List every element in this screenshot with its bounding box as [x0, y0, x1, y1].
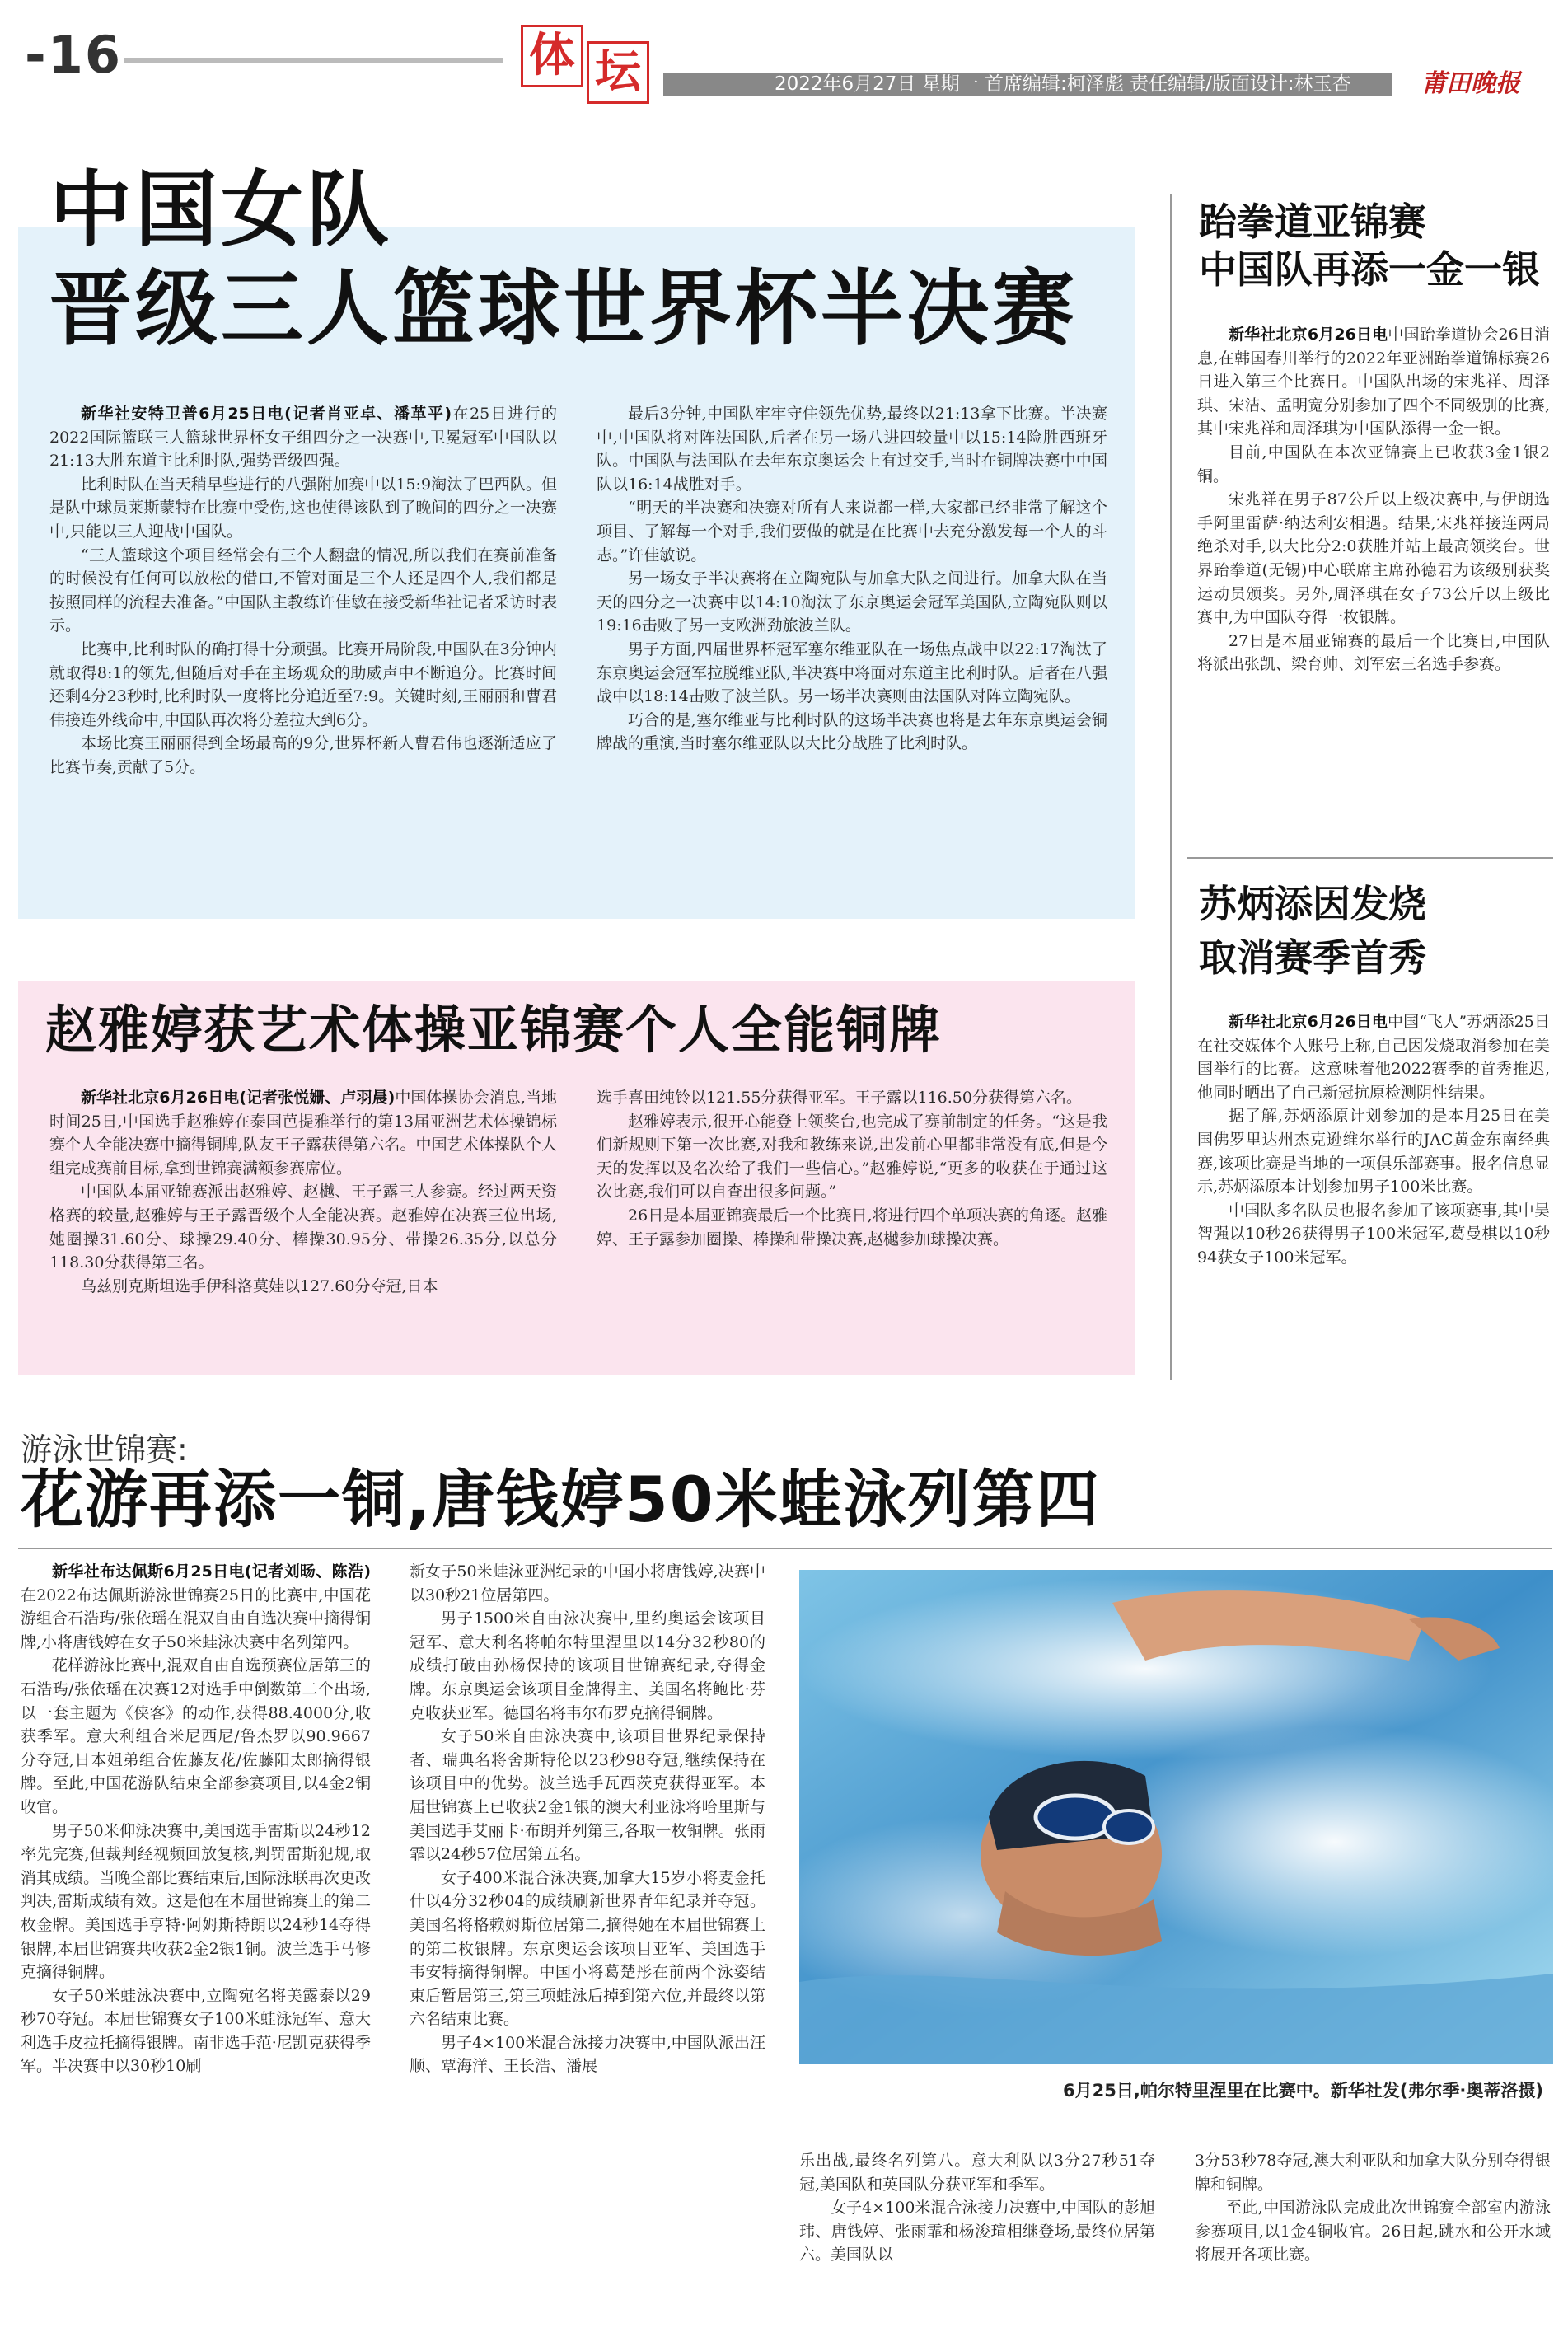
swimming-column-1: [21, 1560, 371, 2078]
paragraph-text: 在25日进行的2022国际篮联三人篮球世界杯女子组四分之一决赛中,卫冕冠军中国队以21:13大胜东道主比利时队,强势晋级四强。: [49, 405, 557, 471]
su-bingtian-body: [1197, 1010, 1550, 1270]
paragraph: [21, 1560, 371, 1654]
paragraph: [1197, 441, 1550, 488]
paragraph: [21, 1654, 371, 1819]
paragraph: [597, 709, 1107, 756]
paragraph-text: 女子4×100米混合泳接力决赛中,中国队的彭旭玮、唐钱婷、张雨霏和杨浚瑄相继登场,最终位居第六。美国队以: [799, 2199, 1155, 2265]
su-bingtian-headline-1: 苏炳添因发烧: [1199, 882, 1426, 926]
dateline: 新华社北京6月26日电(记者张悦姗、卢羽晨): [81, 1089, 396, 1107]
paragraph-text: 中国跆拳道协会26日消息,在韩国春川举行的2022年亚洲跆拳道锦标赛26日进入第三个比赛日。中国队出场的宋兆祥、周泽琪、宋洁、孟明宽分别参加了四个不同级别的比赛,其中宋兆祥和周泽琪为中国队添得一金一银。: [1197, 326, 1550, 438]
paragraph: [49, 732, 557, 779]
paragraph: [597, 567, 1107, 638]
paragraph-text: 男子50米仰泳决赛中,美国选手雷斯以24秒12率先完赛,但裁判经视频回放复核,判罚雷斯犯规,取消其成绩。当晚全部比赛结束后,国际泳联再次更改判决,雷斯成绩有效。这是他在本届世锦赛上的第二枚金牌。美国选手亨特·阿姆斯特朗以24秒14夺得银牌,本届世锦赛共收获2金2银1铜。波兰选手马修克摘得铜牌。: [21, 1821, 371, 1982]
paragraph: [1197, 488, 1550, 630]
paragraph: [410, 1867, 765, 2031]
paragraph-text: 另一场女子半决赛将在立陶宛队与加拿大队之间进行。加拿大队在当天的四分之一决赛中以14:10淘汰了东京奥运会冠军美国队,立陶宛队则以19:16击败了另一支欧洲劲旅波兰队。: [597, 569, 1107, 635]
paragraph-text: 在2022布达佩斯游泳世锦赛25日的比赛中,中国花游组合石浩玙/张依瑶在混双自由自选决赛中摘得铜牌,小将唐钱婷在女子50米蛙泳决赛中名列第四。: [21, 1586, 371, 1651]
paragraph-text: 本场比赛王丽丽得到全场最高的9分,世界杯新人曹君伟也逐渐适应了比赛节奏,贡献了5分。: [49, 734, 557, 776]
paragraph-text: 中国“飞人”苏炳添25日在社交媒体个人账号上称,自己因发烧取消参加在美国举行的比赛。这意味着他2022赛季的首秀推迟,他同时晒出了自己新冠抗原检测阴性结果。: [1197, 1013, 1550, 1102]
paragraph-text: 中国体操协会消息,当地时间25日,中国选手赵雅婷在泰国芭提雅举行的第13届亚洲艺术体操锦标赛个人全能决赛中摘得铜牌,队友王子露获得第六名。中国艺术体操队个人组完成赛前目标,拿到世锦赛满额参赛席位。: [49, 1089, 558, 1178]
paragraph: [1197, 323, 1550, 441]
photo-caption: 6月25日,帕尔特里涅里在比赛中。新华社发(弗尔季·奥蒂洛摄): [1063, 2081, 1543, 2101]
paper-logo: 莆田晚报: [1392, 69, 1549, 99]
dateline: 新华社北京6月26日电: [1229, 1013, 1388, 1031]
paragraph: [1197, 1010, 1550, 1104]
paragraph: [597, 496, 1107, 567]
su-bingtian-headline-2: 取消赛季首秀: [1199, 935, 1426, 980]
paragraph-text: 中国队多名队员也报名参加了该项赛事,其中吴智强以10秒26获得男子100米冠军,葛曼棋以10秒94获女子100米冠军。: [1197, 1201, 1550, 1267]
swimming-column-3: [799, 2149, 1155, 2267]
swimming-rule: [18, 1548, 1552, 1549]
paragraph: [1197, 630, 1550, 677]
paragraph-text: 宋兆祥在男子87公斤以上级决赛中,与伊朗选手阿里雷萨·纳达利安相遇。结果,宋兆祥接连两局绝杀对手,以大比分2:0获胜并站上最高领奖台。世界跆拳道(无锡)中心联席主席孙德君为该级别获奖运动员颁奖。另外,周泽琪在女子73公斤以上级比赛中,为中国队夺得一枚银牌。: [1197, 490, 1550, 627]
paragraph-text: 巧合的是,塞尔维亚与比利时队的这场半决赛也将是去年东京奥运会铜牌战的重演,当时塞尔维亚队以大比分战胜了比利时队。: [597, 710, 1107, 753]
paragraph-text: 女子50米蛙泳决赛中,立陶宛名将美露泰以29秒70夺冠。本届世锦赛女子100米蛙泳冠军、意大利选手皮拉托摘得银牌。南非选手范·尼凯克获得季军。半决赛中以30秒10刷: [21, 1986, 371, 2076]
gymnastics-column-1: [49, 1086, 557, 1298]
sidebar-separator: [1187, 857, 1553, 859]
paragraph-text: 3分53秒78夺冠,澳大利亚队和加拿大队分别夺得银牌和铜牌。: [1195, 2152, 1551, 2194]
paragraph-text: 乌兹别克斯坦选手伊科洛莫娃以127.60分夺冠,日本: [81, 1276, 438, 1295]
paragraph-text: 赵雅婷表示,很开心能登上领奖台,也完成了赛前制定的任务。“这是我们新规则下第一次比赛,对我和教练来说,出发前心里都非常没有底,但是今天的发挥以及名次给了我们一些信心。”赵雅婷说,“更多的收获在于通过这次比赛,我们可以自查出很多问题。”: [597, 1112, 1107, 1201]
swimming-headline: 花游再添一铜,唐钱婷50米蛙泳列第四: [21, 1463, 1101, 1536]
paragraph-text: 最后3分钟,中国队牢牢守住领先优势,最终以21:13拿下比赛。半决赛中,中国队将对阵法国队,后者在另一场八进四较量中以15:14险胜西班牙队。中国队与法国队在去年东京奥运会上有过交手,当时在铜牌决赛中中国队以16:14战胜对手。: [597, 405, 1107, 494]
paragraph: [410, 1725, 765, 1867]
paragraph-text: 女子50米自由泳决赛中,该项目世界纪录保持者、瑞典名将舍斯特伦以23秒98夺冠,继续保持在该项目中的优势。波兰选手瓦西茨克获得亚军。本届世锦赛上已收获2金1银的澳大利亚泳将哈里斯与美国选手艾丽卡·布朗并列第三,各取一枚铜牌。张雨霏以24秒57位居第五名。: [410, 1727, 765, 1864]
paragraph-text: 至此,中国游泳队完成此次世锦赛全部室内游泳参赛项目,以1金4铜收官。26日起,跳水和公开水域将展开各项比赛。: [1195, 2199, 1551, 2265]
paragraph-text: 27日是本届亚锦赛的最后一个比赛日,中国队将派出张凯、梁育帅、刘军宏三名选手参赛。: [1197, 631, 1550, 674]
paragraph-text: 选手喜田纯铃以121.55分获得亚军。王子露以116.50分获得第六名。: [597, 1089, 1082, 1107]
paragraph-text: 男子1500米自由泳决赛中,里约奥运会该项目冠军、意大利名将帕尔特里涅里以14分32秒80的成绩打破由孙杨保持的该项目世锦赛纪录,夺得金牌。东京奥运会该项目金牌得主、美国名将鲍比·芬克收获亚军。德国名将韦尔布罗克摘得铜牌。: [410, 1609, 765, 1722]
basketball-column-2: [597, 402, 1107, 756]
paragraph-text: 男子方面,四届世界杯冠军塞尔维亚队在一场焦点战中以22:17淘汰了东京奥运会冠军拉脱维亚队,半决赛中将面对东道主比利时队。后者在八强战中以18:14击败了波兰队。另一场半决赛则由法国队对阵立陶宛队。: [597, 639, 1107, 706]
paragraph: [49, 1275, 557, 1299]
paragraph: [597, 402, 1107, 496]
dateline: 新华社布达佩斯6月25日电(记者刘旸、陈浩): [52, 1562, 371, 1581]
paragraph: [799, 2196, 1155, 2267]
paragraph: [49, 544, 557, 638]
swimming-column-4: [1195, 2149, 1551, 2267]
gymnastics-headline: 赵雅婷获艺术体操亚锦赛个人全能铜牌: [45, 1000, 943, 1060]
paragraph-text: “三人篮球这个项目经常会有三个人翻盘的情况,所以我们在赛前准备的时候没有任何可以放松的借口,不管对面是三个人还是四个人,我们都是按照同样的流程去准备。”中国队主教练许佳敏在接受新华社记者采访时表示。: [49, 546, 557, 635]
page-number: -16: [25, 25, 123, 85]
paragraph-text: 比赛中,比利时队的确打得十分顽强。比赛开局阶段,中国队在3分钟内就取得8:1的领先,但随后对手在主场观众的助威声中不断追分。比赛时间还剩4分23秒时,比利时队一度将比分追近至7:9。关键时刻,王丽丽和曹君伟接连外线命中,中国队再次将分差拉大到6分。: [49, 639, 557, 729]
paragraph-text: 目前,中国队在本次亚锦赛上已收获3金1银2铜。: [1197, 443, 1550, 485]
dateline: 新华社安特卫普6月25日电(记者肖亚卓、潘革平): [81, 405, 452, 423]
paragraph: [597, 1204, 1107, 1251]
taekwondo-body: [1197, 323, 1550, 677]
paragraph-text: “明天的半决赛和决赛对所有人来说都一样,大家都已经非常了解这个项目、了解每一个对手,我们要做的就是在比赛中去充分激发每一个人的斗志。”许佳敏说。: [597, 499, 1107, 564]
paragraph: [799, 2149, 1155, 2196]
paragraph-text: 男子4×100米混合泳接力决赛中,中国队派出汪顺、覃海洋、王长浩、潘展: [410, 2033, 765, 2076]
paragraph: [49, 1086, 557, 1180]
sidebar-divider: [1170, 194, 1172, 1380]
swimming-column-2: [410, 1560, 765, 2078]
paragraph-text: 新女子50米蛙泳亚洲纪录的中国小将唐钱婷,决赛中以30秒21位居第四。: [410, 1562, 765, 1604]
paragraph: [1197, 1199, 1550, 1270]
swimmer-illustration: [799, 1570, 1553, 2064]
paragraph: [49, 402, 557, 473]
taekwondo-headline-1: 跆拳道亚锦赛: [1199, 199, 1426, 244]
paragraph: [49, 1180, 557, 1274]
section-label-ti: 体: [521, 25, 583, 87]
headline-line2: 晋级三人篮球世界杯半决赛: [49, 260, 1078, 357]
gymnastics-column-2: [597, 1086, 1107, 1251]
paragraph: [410, 1607, 765, 1725]
section-label-tan: 坛: [587, 41, 649, 104]
issue-meta: 2022年6月27日 星期一 首席编辑:柯泽彪 责任编辑/版面设计:林玉杏: [775, 73, 1351, 95]
paragraph: [410, 2031, 765, 2078]
paragraph-text: 女子400米混合泳决赛,加拿大15岁小将麦金托什以4分32秒04的成绩刷新世界青年纪录并夺冠。美国名将格赖姆斯位居第二,摘得她在本届世锦赛上的第二枚银牌。东京奥运会该项目亚军、美国选手韦安特摘得铜牌。中国小将葛楚彤在前两个泳姿结束后暂居第三,第三项蛙泳后掉到第六位,并最终以第六名结束比赛。: [410, 1868, 765, 2029]
paragraph: [597, 1110, 1107, 1204]
masthead-rule: [124, 58, 503, 63]
paragraph: [49, 473, 557, 544]
swimming-kicker: 游泳世锦赛:: [21, 1431, 188, 1468]
paragraph: [597, 1086, 1107, 1110]
paragraph: [410, 1560, 765, 1607]
paragraph-text: 乐出战,最终名列第八。意大利队以3分27秒51夺冠,美国队和英国队分获亚军和季军。: [799, 2152, 1155, 2194]
paragraph: [49, 638, 557, 732]
paragraph-text: 比利时队在当天稍早些进行的八强附加赛中以15:9淘汰了巴西队。但是队中球员莱斯蒙特在比赛中受伤,这也使得该队到了晚间的四分之一决赛中,只能以三人迎战中国队。: [49, 475, 557, 541]
taekwondo-headline-2: 中国队再添一金一银: [1199, 247, 1540, 292]
paragraph: [21, 1820, 371, 1984]
paragraph: [1197, 1104, 1550, 1198]
paragraph-text: 中国队本届亚锦赛派出赵雅婷、赵樾、王子露三人参赛。经过两天资格赛的较量,赵雅婷与王子露晋级个人全能决赛。赵雅婷在决赛三位出场,她圈操31.60分、球操29.40分、棒操30.95分、带操26.35分,以总分118.30分获得第三名。: [49, 1183, 557, 1272]
swimmer-photo: [799, 1570, 1553, 2064]
paragraph: [1195, 2149, 1551, 2196]
paragraph: [1195, 2196, 1551, 2267]
basketball-column-1: [49, 402, 557, 780]
headline-line1: 中国女队: [49, 162, 392, 258]
dateline: 新华社北京6月26日电: [1229, 326, 1388, 344]
paragraph-text: 26日是本届亚锦赛最后一个比赛日,将进行四个单项决赛的角逐。赵雅婷、王子露参加圈操、棒操和带操决赛,赵樾参加球操决赛。: [597, 1206, 1107, 1248]
paragraph: [21, 1984, 371, 2078]
paragraph-text: 花样游泳比赛中,混双自由自选预赛位居第三的石浩玙/张依瑶在决赛12对选手中倒数第二个出场,以一套主题为《侠客》的动作,获得88.4000分,收获季军。意大利组合米尼西尼/鲁杰罗以90.9667分夺冠,日本姐弟组合佐藤友花/佐藤阳太郎摘得银牌。至此,中国花游队结束全部参赛项目,以4金2铜收官。: [21, 1656, 371, 1816]
paragraph-text: 据了解,苏炳添原计划参加的是本月25日在美国佛罗里达州杰克逊维尔举行的JAC黄金东南经典赛,该项比赛是当地的一项俱乐部赛事。报名信息显示,苏炳添原本计划参加男子100米比赛。: [1197, 1107, 1550, 1197]
paragraph: [597, 638, 1107, 709]
